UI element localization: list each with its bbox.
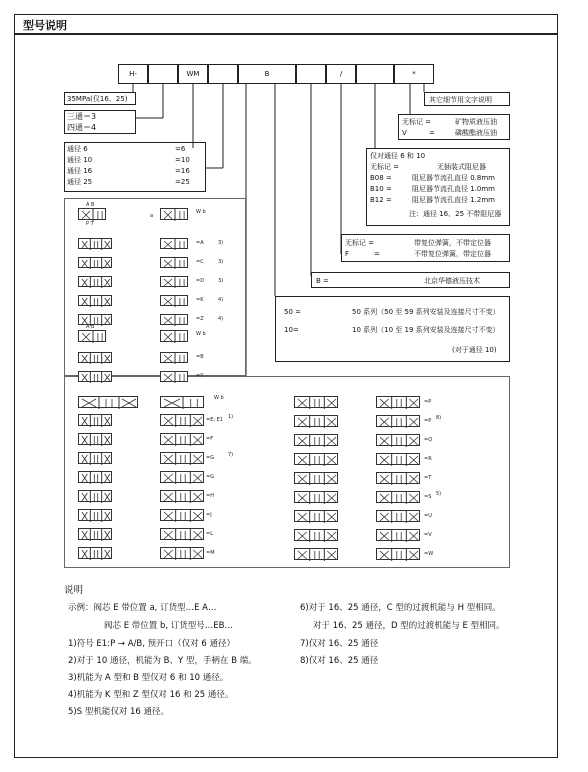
port-label: a [150, 213, 154, 219]
brand-box [311, 272, 510, 288]
port-label: A B [86, 202, 95, 208]
valve-symbol [376, 434, 420, 446]
valve-symbol [160, 471, 204, 483]
fluid-key: 无标记 = [402, 118, 432, 126]
series-key: 50 = [284, 308, 301, 316]
note-left: 3)机能为 A 型和 B 型仅对 6 和 10 通径。 [68, 673, 229, 683]
orifice-key: B10 = [370, 185, 392, 193]
valve-symbol [376, 548, 420, 560]
note-right: 8)仅对 16、25 通径 [300, 656, 379, 666]
symbol-label: =M [206, 550, 215, 556]
code-cell-3: WM [178, 64, 208, 84]
valve-symbol [160, 238, 188, 249]
valve-symbol [294, 453, 338, 465]
symbol-label: =P [424, 399, 432, 405]
valve-symbol [160, 452, 204, 464]
size-box [64, 142, 206, 192]
symbol-label: =L [206, 531, 213, 537]
valve-symbol [78, 433, 112, 445]
series-value: 50 系列（50 至 59 系列安装及连接尺寸不变） [352, 308, 500, 316]
valve-symbol [78, 528, 112, 540]
valve-symbol [78, 547, 112, 559]
symbol-note: 3) [218, 278, 224, 284]
code-cell-1: H- [118, 64, 148, 84]
notes-title: 说明 [64, 585, 84, 596]
valve-symbol [78, 509, 112, 521]
valve-symbol [78, 295, 112, 306]
size-name: 通径 25 [67, 178, 93, 186]
size-code: =6 [175, 145, 186, 153]
valve-symbol-header [78, 208, 106, 220]
detent-value: 不带复位弹簧，带定位器 [414, 250, 491, 258]
valve-symbol-header [160, 208, 188, 220]
symbol-note: 5) [436, 491, 442, 497]
valve-symbol [160, 490, 204, 502]
symbol-note: 4) [218, 297, 224, 303]
fluid-key: V [402, 129, 407, 137]
valve-symbol [78, 471, 112, 483]
symbol-label: =D [196, 278, 205, 284]
series-box [275, 296, 510, 362]
symbol-label: =V [424, 532, 432, 538]
valve-symbol [294, 510, 338, 522]
valve-symbol [160, 371, 188, 382]
symbol-note: 1) [228, 414, 234, 420]
note-left: 4)机能为 K 型和 Z 型仅对 16 和 25 通径。 [68, 690, 234, 700]
pressure-box [64, 92, 136, 105]
valve-symbol [78, 276, 112, 287]
symbol-label: =B [196, 354, 204, 360]
symbol-note: 7) [228, 452, 234, 458]
note-left: 2)对于 10 通径，机能为 B、Y 型，手柄在 B 端。 [68, 656, 257, 666]
valve-symbol [294, 472, 338, 484]
orifice-key: B08 = [370, 174, 392, 182]
valve-symbol [294, 529, 338, 541]
note-right: 6)对于 16、25 通径，C 型的过渡机能与 H 型相同。 [300, 603, 501, 613]
valve-symbol [376, 510, 420, 522]
symbol-label: =E; E1 [206, 417, 223, 423]
valve-symbol [78, 352, 112, 363]
symbol-label: =C [196, 259, 204, 265]
other-details-text: 其它细节用文字说明 [429, 96, 492, 104]
valve-symbol [376, 472, 420, 484]
valve-symbol-header [160, 396, 204, 408]
valve-symbol-header [160, 330, 188, 342]
orifice-key: B12 = [370, 196, 392, 204]
valve-symbol [160, 257, 188, 268]
detent-key: 无标记 = [345, 239, 375, 247]
note-left: 5)S 型机能仅对 16 通径。 [68, 707, 170, 717]
symbol-label: =U [424, 513, 432, 519]
valve-symbol [78, 238, 112, 249]
series-value: 10 系列（10 至 19 系列安装及连接尺寸不变） [352, 326, 500, 334]
symbol-label: =S [424, 494, 432, 500]
symbol-note: 3) [218, 259, 224, 265]
symbol-label: =K [196, 297, 204, 303]
symbol-label: =J [206, 512, 212, 518]
pressure-text: 35MPa(仅16、25) [67, 95, 128, 103]
valve-symbol [78, 257, 112, 268]
symbol-label: =T [424, 475, 432, 481]
detent-value: 带复位弹簧，不带定位器 [414, 239, 491, 247]
orifice-value: 阻尼器节流孔直径 1.2mm [412, 196, 495, 204]
symbol-note: 3) [218, 240, 224, 246]
valve-symbol [160, 352, 188, 363]
valve-symbol [160, 528, 204, 540]
symbol-label: =Y [196, 373, 204, 379]
orifice-value: 无插装式阻尼器 [437, 163, 486, 171]
ways-box [64, 110, 136, 134]
valve-symbol [160, 547, 204, 559]
page-title: 型号说明 [23, 19, 67, 32]
valve-symbol [78, 490, 112, 502]
code-cell-7: / [326, 64, 356, 84]
valve-symbol [376, 415, 420, 427]
valve-symbol [294, 396, 338, 408]
size-code: =16 [175, 167, 190, 175]
valve-symbol [294, 491, 338, 503]
detent-key: F [345, 250, 350, 258]
fluid-value: 矿物质液压油 [455, 118, 497, 126]
size-name: 通径 16 [67, 167, 93, 175]
series-key: 10= [284, 326, 299, 334]
note-left: 阀芯 E 带位置 b, 订货型号…EB… [104, 621, 233, 631]
size-code: =25 [175, 178, 190, 186]
valve-symbol [160, 433, 204, 445]
symbol-label: =Z [196, 316, 204, 322]
symbol-label: =G [206, 474, 215, 480]
symbol-label: =W [424, 551, 434, 557]
orifice-value: 阻尼器节流孔直径 0.8mm [412, 174, 495, 182]
valve-symbol [160, 509, 204, 521]
size-code: =10 [175, 156, 190, 164]
symbol-label: =P [424, 418, 432, 424]
valve-symbol [160, 295, 188, 306]
valve-symbol [160, 276, 188, 287]
symbol-label: =F [206, 436, 214, 442]
valve-symbol-header [78, 396, 138, 408]
symbol-note: 4) [218, 316, 224, 322]
valve-symbol [78, 414, 112, 426]
valve-symbol [78, 452, 112, 464]
valve-symbol [376, 396, 420, 408]
note-right: 对于 16、25 通径，D 型的过渡机能与 E 型相同。 [313, 621, 505, 631]
size-name: 通径 6 [67, 145, 88, 153]
note-left: 示例：阀芯 E 带位置 a, 订货型…E A… [68, 603, 217, 613]
symbol-label: =R [424, 456, 432, 462]
valve-symbol [78, 371, 112, 382]
fluid-eq: = [429, 129, 435, 137]
brand-key: B = [316, 277, 329, 285]
detent-box [341, 234, 510, 262]
port-label: A B [86, 324, 95, 330]
orifice-value: 阻尼器节流孔直径 1.0mm [412, 185, 495, 193]
symbol-label: =G [206, 455, 215, 461]
code-cell-5: B [238, 64, 296, 84]
symbol-note: 8) [436, 415, 442, 421]
valve-symbol [294, 415, 338, 427]
symbol-label: =H [206, 493, 214, 499]
fluid-box [398, 114, 510, 140]
series-note: (对于通径 10) [452, 346, 497, 354]
code-cell-9: * [394, 64, 434, 84]
valve-symbol [376, 491, 420, 503]
port-label: W b [214, 395, 224, 401]
valve-symbol [160, 414, 204, 426]
brand-value: 北京华德液压技术 [424, 277, 480, 285]
orifice-note: 注：通径 16、25 不带阻尼器 [409, 210, 502, 218]
port-label: W b [196, 209, 206, 215]
other-details-box [424, 92, 510, 106]
symbol-label: =A [196, 240, 204, 246]
ways-3: 三通＝3 [67, 112, 97, 121]
port-label: P T [86, 221, 94, 227]
orifice-key: 无标记 = [370, 163, 400, 171]
valve-symbol [78, 314, 112, 325]
valve-symbol [160, 314, 188, 325]
valve-symbol [376, 529, 420, 541]
valve-symbol [376, 453, 420, 465]
orifice-box [366, 148, 510, 226]
valve-symbol [294, 434, 338, 446]
fluid-value: 磷酸酯液压油 [455, 129, 497, 137]
ways-4: 四通＝4 [67, 123, 97, 132]
detent-eq: = [374, 250, 380, 258]
note-right: 7)仅对 16、25 通径 [300, 639, 379, 649]
valve-symbol [294, 548, 338, 560]
symbol-label: =Q [424, 437, 433, 443]
valve-symbol-header [78, 330, 106, 342]
note-left: 1)符号 E1:P → A/B, 预开口（仅对 6 通径） [68, 639, 235, 649]
size-name: 通径 10 [67, 156, 93, 164]
orifice-head: 仅对通径 6 和 10 [370, 152, 426, 160]
port-label: W b [196, 331, 206, 337]
